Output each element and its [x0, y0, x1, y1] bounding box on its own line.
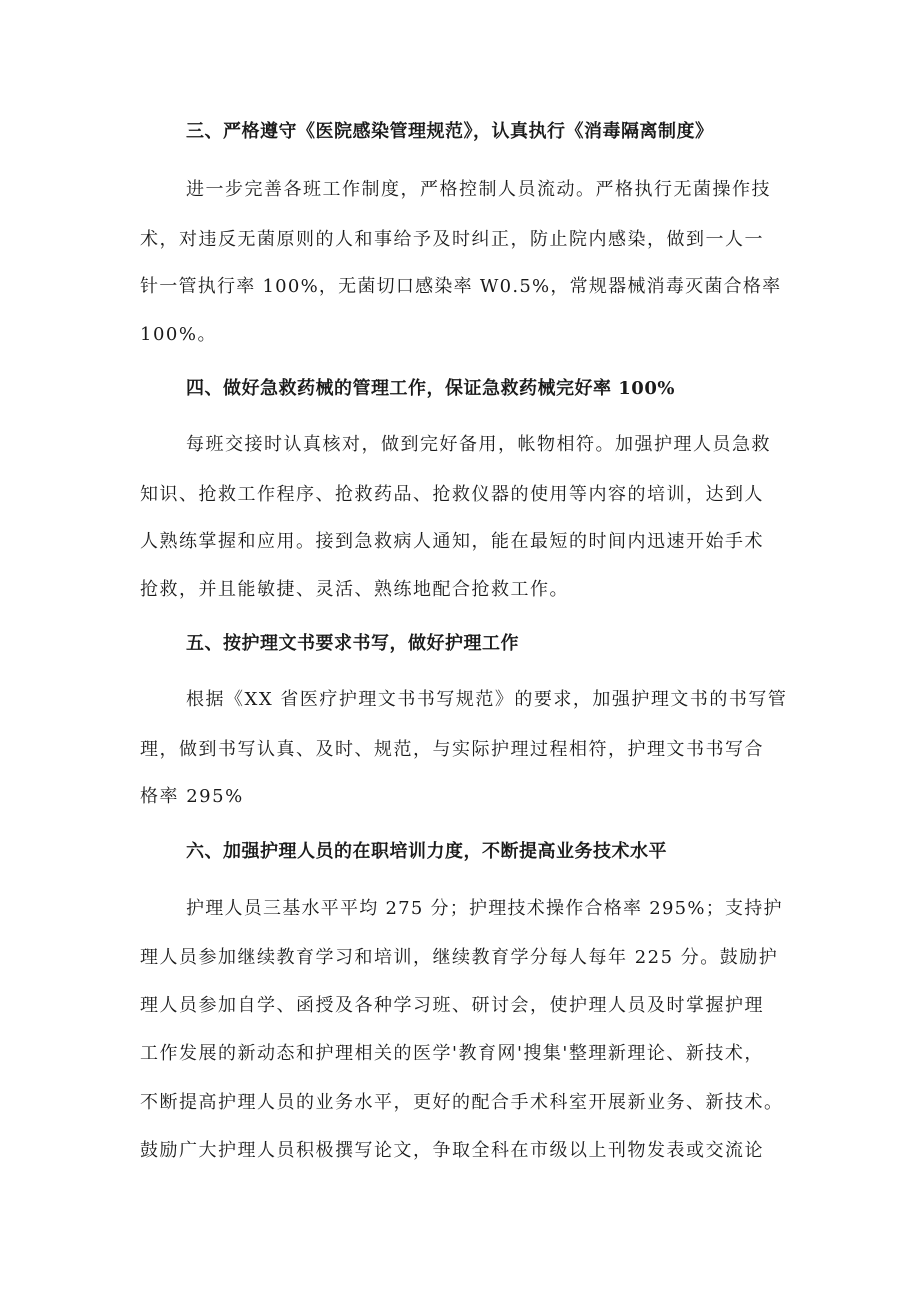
paragraph-line: 工作发展的新动态和护理相关的医学'教育网'搜集'整理新理论、新技术， — [140, 1043, 764, 1064]
paragraph-line: 护理人员三基水平平均 275 分；护理技术操作合格率 295%；支持护 — [186, 898, 783, 919]
paragraph-line: 不断提高护理人员的业务水平，更好的配合手术科室开展新业务、新技术。 — [140, 1092, 784, 1113]
paragraph-line: 100%。 — [140, 324, 217, 345]
paragraph-line: 术，对违反无菌原则的人和事给予及时纠正，防止院内感染，做到一人一 — [140, 229, 764, 250]
paragraph-line: 针一管执行率 100%，无菌切口感染率 W0.5%，常规器械消毒灭菌合格率 — [140, 276, 782, 297]
paragraph-line: 人熟练掌握和应用。接到急救病人通知，能在最短的时间内迅速开始手术 — [140, 531, 764, 552]
paragraph-line: 进一步完善各班工作制度，严格控制人员流动。严格执行无菌操作技 — [186, 179, 771, 200]
paragraph-line: 根据《XX 省医疗护理文书书写规范》的要求，加强护理文书的书写管 — [186, 689, 788, 710]
section-heading-6: 六、加强护理人员的在职培训力度，不断提高业务技术水平 — [186, 841, 667, 862]
section-heading-4: 四、做好急救药械的管理工作，保证急救药械完好率 100% — [186, 378, 675, 399]
paragraph-line: 理人员参加继续教育学习和培训，继续教育学分每人每年 225 分。鼓励护 — [140, 947, 779, 968]
section-heading-5: 五、按护理文书要求书写，做好护理工作 — [186, 633, 519, 654]
paragraph-line: 鼓励广大护理人员积极撰写论文，争取全科在市级以上刊物发表或交流论 — [140, 1140, 764, 1161]
paragraph-line: 抢救，并且能敏捷、灵活、熟练地配合抢救工作。 — [140, 579, 569, 600]
paragraph-line: 格率 295% — [140, 786, 244, 807]
paragraph-line: 知识、抢救工作程序、抢救药品、抢救仪器的使用等内容的培训，达到人 — [140, 484, 764, 505]
paragraph-line: 理，做到书写认真、及时、规范，与实际护理过程相符，护理文书书写合 — [140, 739, 764, 760]
section-heading-3: 三、严格遵守《医院感染管理规范》，认真执行《消毒隔离制度》 — [186, 121, 714, 142]
paragraph-line: 理人员参加自学、函授及各种学习班、研讨会，使护理人员及时掌握护理 — [140, 995, 764, 1016]
paragraph-line: 每班交接时认真核对，做到完好备用，帐物相符。加强护理人员急救 — [186, 434, 771, 455]
